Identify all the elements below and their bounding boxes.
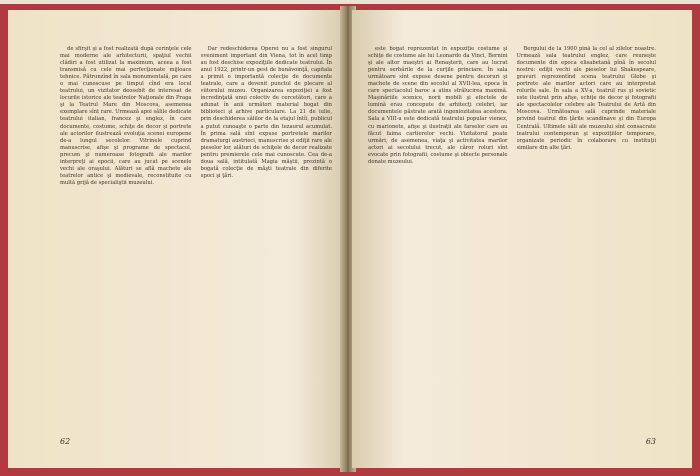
page-number: 63 <box>645 437 656 446</box>
left-page-columns <box>60 46 332 434</box>
text-column <box>368 46 508 434</box>
right-page-columns <box>368 46 656 434</box>
column-text: Bergului de la 1900 pînă la cel al zilelor noastre. Urmează sala teatrului englez, care reuneşte documente din epoca elisabetană pînă în secolul nostru: ediţii vechi ale pieselor lui Shakespeare, gravuri reprezentînd scena teatrului Globe şi portrete ale marilor actori care au interpretat rolurile sale. În sala a XV-a, teatrul rus şi sovietic este ilustrat prin afişe, schiţe de decor şi fotografii ale spectacolelor celebre ale Teatrului de Artă din Moscova. Următoarea sală cuprinde materiale privind teatrul din ţările scandinave şi din Europa Centrală. Ultimele săli ale muzeului sînt consacrate teatrului contemporan şi expoziţiilor temporare, organizate periodic în colaborare cu instituţii similare din alte ţări. <box>516 46 656 151</box>
left-page <box>8 10 344 468</box>
text-column <box>201 46 333 434</box>
page-number: 62 <box>60 437 71 446</box>
column-text: este bogat reprezentat în expoziţie costume şi schiţe de costume ale lui Leonardo da Vinci, Bernini şi ale altor maeştri ai Renaşterii, care au lucrat pentru serbările de la curţile princiare. În sala următoare sînt expuse desene pentru decoruri şi machete de scene din secolul al XVII-lea, epoca în care spectacolul baroc a atins strălucirea maximă. Maşinăriile scenice, norii mobili şi efectele de lumină erau concepute de arhitecţi celebri, iar documentele păstrate arată ingeniozitatea acestora. Sala a VIII-a este dedicată teatrului popular vienez, cu marionete, afişe şi ilustraţii ale farselor care au făcut faima cartierelor vechi. Vizitatorul poate urmări, de asemenea, viaţa şi activitatea marilor actori ai secolului trecut, ale căror roluri sînt evocate prin fotografii, costume şi obiecte personale donate muzeului. <box>368 46 508 165</box>
right-page <box>352 10 692 468</box>
column-text: de sfîrşit şi a fost realizată după cerinţele cele mai moderne ale arhitecturii, spaţiul vechii clădiri a fost utilizat la maximum, aceea a fost transmisă cu cele mai perfecţionate mijloace tehnice. Pătrunzînd în sala monumentală, pe care o mai cunoscuse pe timpul cînd era locul teatrului, un vizitator deosebit de interesat de locurile istorice ale teatrelor Naţionale din Praga şi la Teatrul Mare din Moscova, asemenea exemplare sînt rare. Urmează apoi sălile dedicate teatrului italian, francez şi englez, în care documente, costume, schiţe de decor şi portrete ale actorilor ilustrează evoluţia scenei europene de-a lungul secolelor. Vitrinele cuprind manuscrise, afişe şi programe de spectacol, precum şi numeroase fotografii ale marilor interpreţi ai epocii, care au jucat pe scenele vechi ale oraşului. Alături se află machete ale teatrelor antice şi medievale, reconstituite cu multă grijă de specialiştii muzeului. <box>60 46 192 186</box>
column-text: Dar redeschiderea Operei nu a fost singurul eveniment important din Viena, tot în acel timp au fost deschise expoziţiile dedicate teatrului. În anul 1922, printr-un gest de bunăvoinţă, capitala a primit o importantă colecţie de documente teatrale, care a devenit punctul de plecare al viitorului muzeu. Organizarea expoziţiei a fost încredinţată unui colectiv de cercetători, care a adunat în anii următori material bogat din biblioteci şi arhive particulare. La 21 de iulie, prin deschiderea sălilor de la etajul întîi, publicul a putut cunoaşte o parte din tezaurul acumulat. În prima sală sînt expuse portretele marilor dramaturgi austrieci, manuscrise şi ediţii rare ale pieselor lor, alături de schiţele de decor realizate pentru premierele cele mai cunoscute. Cea de-a doua sală, intitulată Magia măştii, prezintă o bogată colecţie de măşti teatrale din diferite epoci şi ţări. <box>200 46 332 179</box>
text-column <box>517 46 657 434</box>
text-column <box>60 46 192 434</box>
